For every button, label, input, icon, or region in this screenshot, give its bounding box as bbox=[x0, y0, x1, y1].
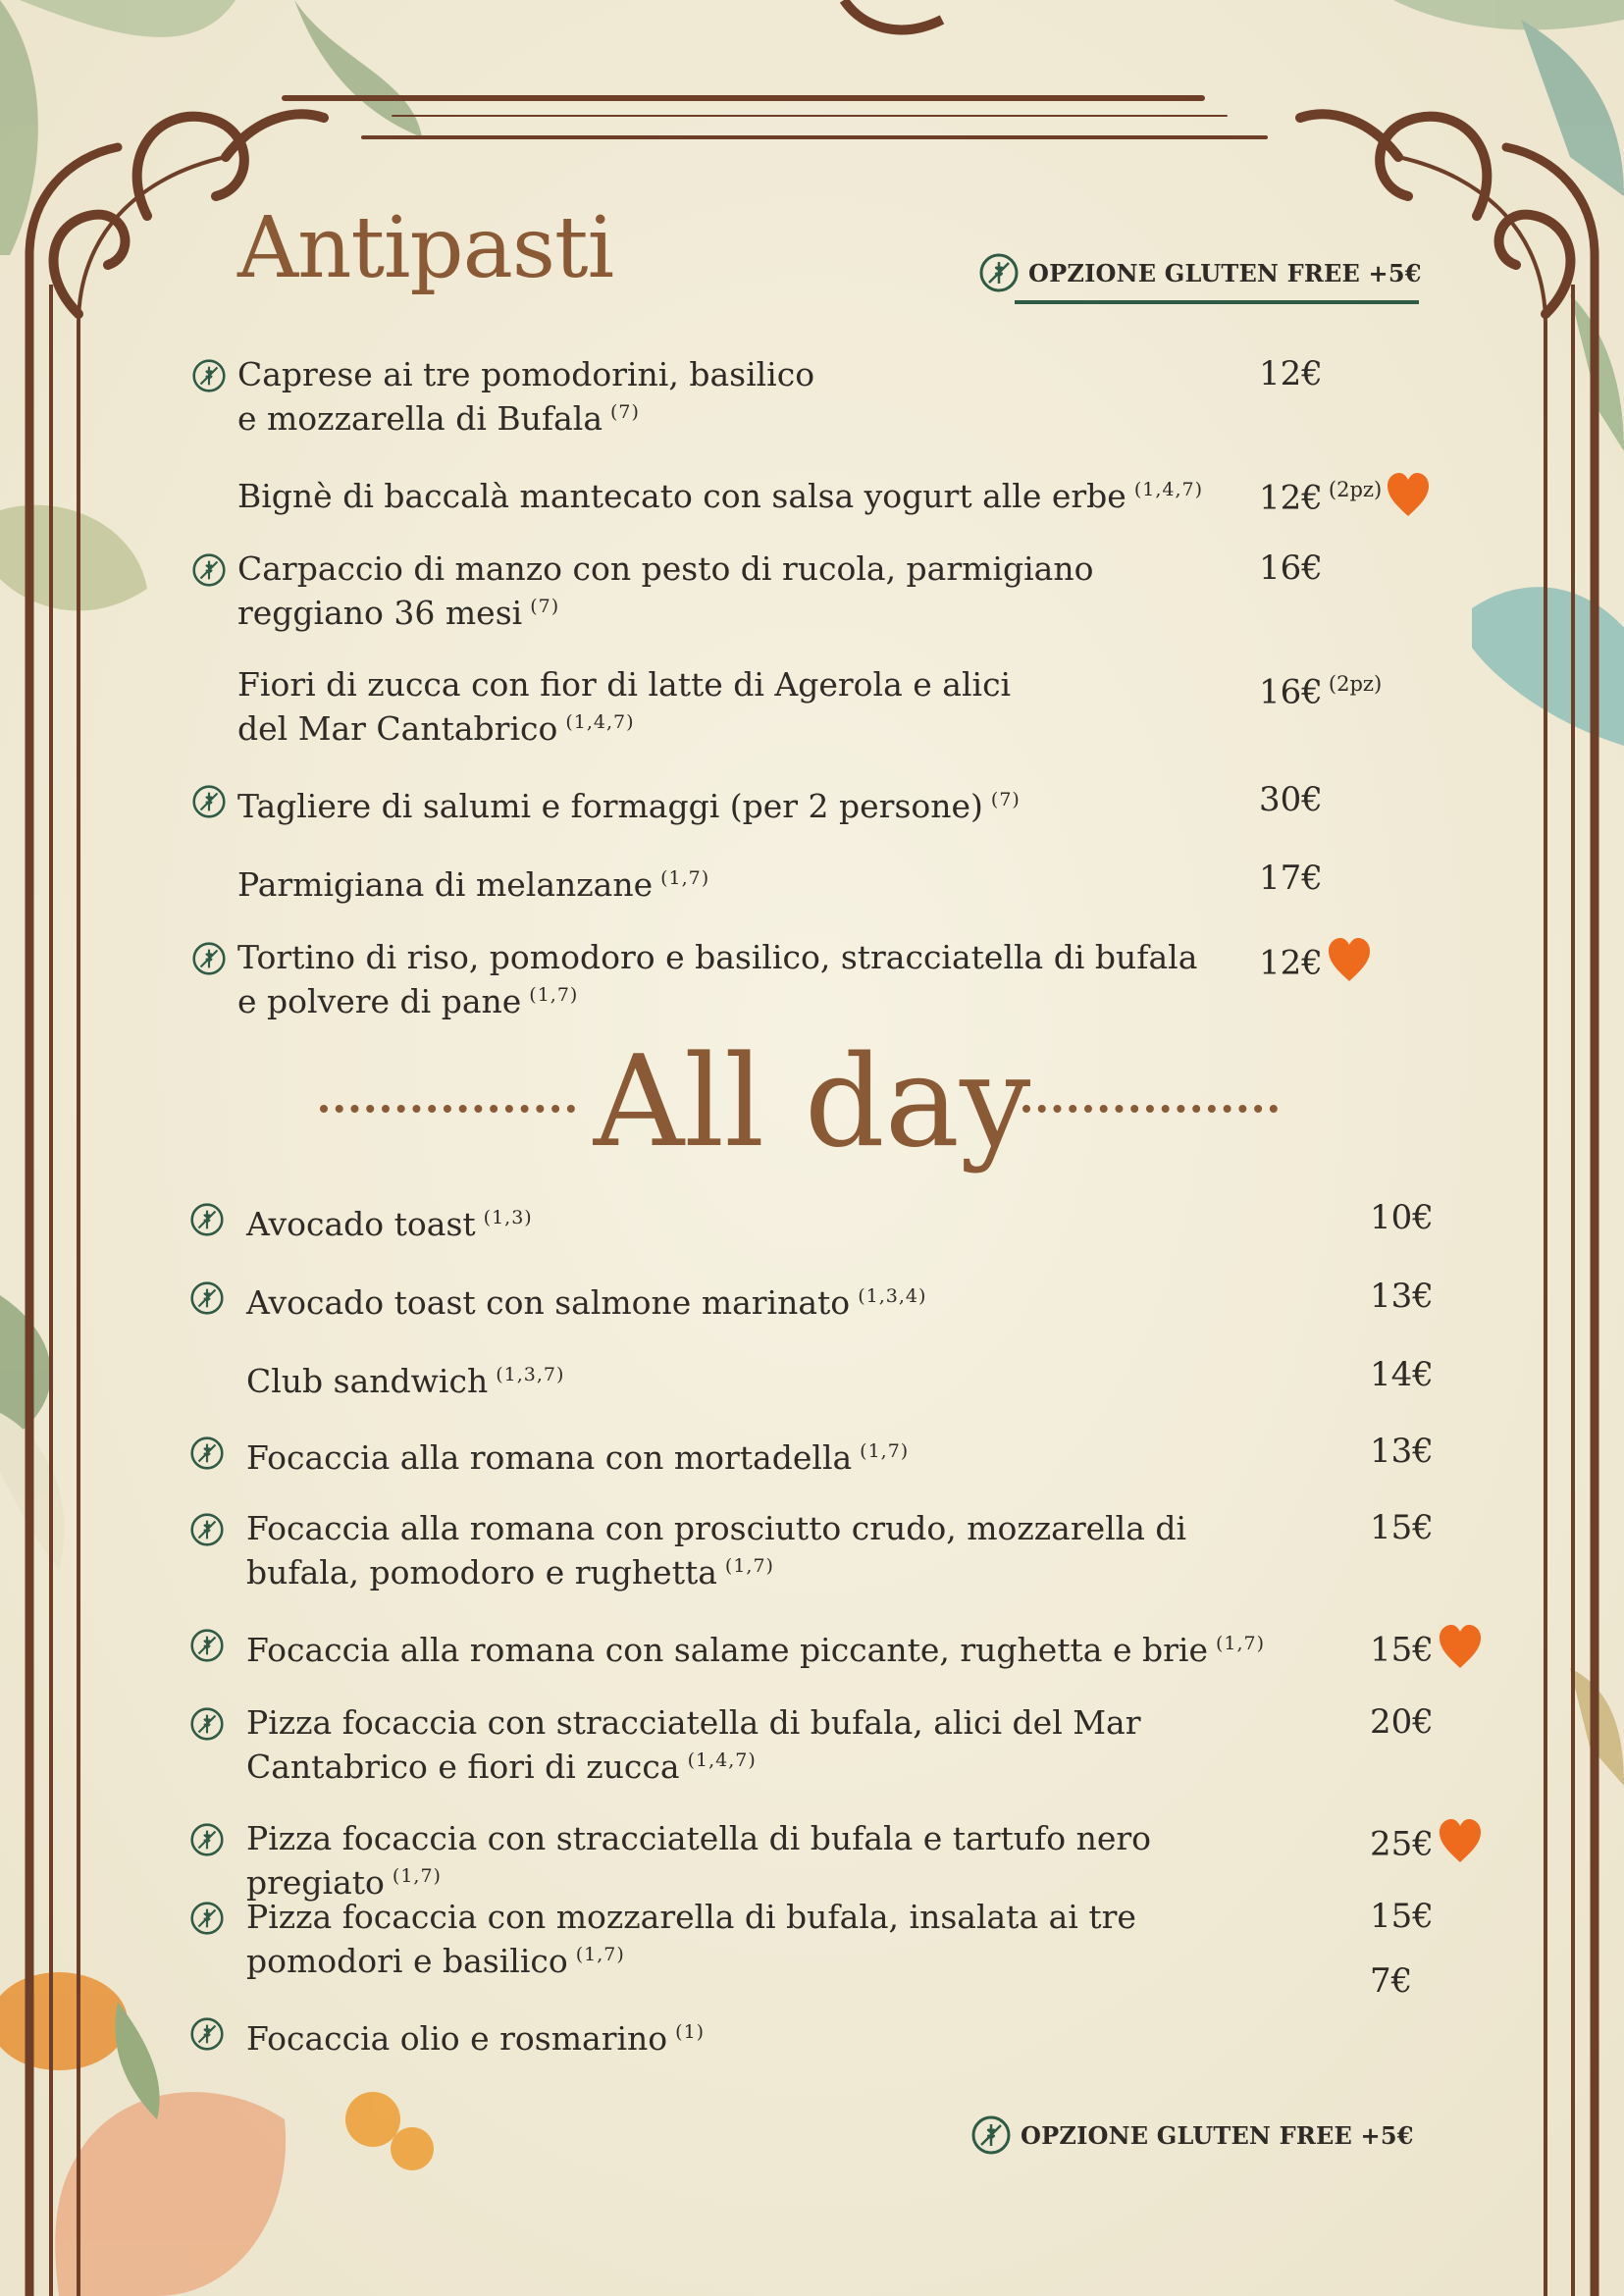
menu-item-price: 16€ bbox=[1259, 548, 1323, 588]
allergen-codes: (1,7) bbox=[860, 1440, 910, 1462]
menu-item-name bbox=[237, 665, 1238, 748]
gluten-free-icon bbox=[190, 1281, 224, 1319]
allergen-codes: (1,7) bbox=[392, 1865, 442, 1887]
gluten-free-underline bbox=[1015, 300, 1419, 304]
menu-item-title: Fiori di zucca con fior di latte di Agerola e alici del Mar Cantabrico bbox=[237, 665, 1012, 748]
gluten-free-label: OPZIONE GLUTEN FREE +5€ bbox=[1028, 258, 1422, 287]
menu-item-price: 12€ bbox=[1259, 354, 1323, 393]
allergen-codes: (1,4,7) bbox=[687, 1749, 757, 1771]
menu-item-price-group bbox=[1370, 1898, 1434, 1936]
menu-item-price-group bbox=[1370, 1962, 1412, 2001]
menu-item-price-group bbox=[1259, 860, 1323, 898]
menu-item-price-group bbox=[1259, 471, 1429, 527]
gluten-free-icon bbox=[190, 2017, 224, 2055]
menu-item-title: Tortino di riso, pomodoro e basilico, stracciatella di bufala e polvere di pane bbox=[237, 938, 1198, 1020]
menu-item-name bbox=[237, 938, 1238, 1020]
menu-item-price-group bbox=[1259, 781, 1323, 819]
menu-item-name bbox=[246, 1356, 1345, 1400]
allergen-codes: (1,3,7) bbox=[496, 1364, 565, 1385]
menu-item-price: 7€ bbox=[1370, 1961, 1413, 2001]
menu-item-price-group bbox=[1259, 355, 1323, 393]
menu-item-price: 13€ bbox=[1370, 1432, 1434, 1471]
menu-item-name bbox=[246, 1433, 1345, 1477]
menu-item-price-group bbox=[1370, 1509, 1434, 1547]
favorite-heart-icon bbox=[1388, 473, 1429, 527]
menu-item-title: Focaccia alla romana con mortadella bbox=[246, 1438, 853, 1477]
gluten-free-icon bbox=[190, 1513, 224, 1550]
allergen-codes: (1,7) bbox=[575, 1944, 625, 1965]
menu-item-name bbox=[237, 549, 1238, 632]
menu-item-price-group bbox=[1259, 665, 1382, 711]
favorite-heart-icon bbox=[1440, 1625, 1481, 1679]
menu-item-title: Tagliere di salumi e formaggi (per 2 persone) bbox=[237, 787, 983, 825]
gluten-free-icon bbox=[190, 1902, 224, 1939]
allergen-codes: (1,7) bbox=[660, 867, 710, 889]
menu-item-title: Caprese ai tre pomodorini, basilico e mozzarella di Bufala bbox=[237, 355, 815, 438]
menu-item-price: 16€ bbox=[1259, 672, 1323, 712]
allergen-codes: (1,3) bbox=[483, 1207, 533, 1228]
menu-item-title: Club sandwich bbox=[246, 1362, 489, 1400]
menu-item-price: 20€ bbox=[1370, 1702, 1434, 1742]
menu-item-title: Parmigiana di melanzane bbox=[237, 865, 654, 904]
menu-item-price-group bbox=[1370, 1625, 1481, 1679]
menu-item-title: Bignè di baccalà mantecato con salsa yogurt alle erbe bbox=[237, 477, 1126, 515]
menu-item-price-group bbox=[1370, 1356, 1434, 1394]
gluten-free-icon bbox=[192, 942, 226, 979]
menu-item-price: 30€ bbox=[1259, 780, 1323, 819]
allergen-codes: (7) bbox=[530, 596, 560, 617]
menu-item-price-group bbox=[1370, 1433, 1434, 1471]
menu-item-price: 14€ bbox=[1370, 1355, 1434, 1394]
menu-item-name bbox=[237, 860, 1238, 904]
menu-item-price-group bbox=[1370, 1819, 1481, 1873]
menu-item-price-group bbox=[1370, 1199, 1434, 1237]
menu-item-price: 12€ bbox=[1259, 478, 1323, 518]
menu-item-name bbox=[237, 471, 1238, 515]
menu-item-name bbox=[237, 781, 1238, 825]
allergen-codes: (7) bbox=[610, 401, 640, 423]
gluten-free-label: OPZIONE GLUTEN FREE +5€ bbox=[1021, 2120, 1414, 2150]
menu-item-price-group bbox=[1370, 1703, 1434, 1742]
menu-item-name bbox=[246, 1625, 1345, 1669]
menu-item-name bbox=[246, 1199, 1345, 1243]
menu-item-name bbox=[246, 1819, 1345, 1902]
allergen-codes: (1) bbox=[675, 2021, 706, 2043]
menu-item-price: 25€ bbox=[1370, 1824, 1434, 1864]
gluten-free-icon bbox=[192, 359, 226, 396]
gluten-free-icon bbox=[192, 553, 226, 591]
menu-item-price: 13€ bbox=[1370, 1277, 1434, 1316]
allergen-codes: (1,7) bbox=[724, 1555, 774, 1577]
menu-item-price: 10€ bbox=[1370, 1198, 1434, 1237]
menu-item-name bbox=[246, 1898, 1345, 1980]
portion-count: (2pz) bbox=[1328, 478, 1383, 501]
allergen-codes: (7) bbox=[990, 789, 1021, 810]
menu-item-price: 15€ bbox=[1370, 1897, 1434, 1936]
menu-item-title: Pizza focaccia con stracciatella di bufala e tartufo nero pregiato bbox=[246, 1819, 1152, 1902]
favorite-heart-icon bbox=[1329, 938, 1370, 992]
menu-item-name bbox=[246, 2013, 1345, 2058]
menu-item-price: 15€ bbox=[1370, 1508, 1434, 1547]
menu-item-title: Pizza focaccia con stracciatella di bufala, alici del Mar Cantabrico e fiori di zucca bbox=[246, 1703, 1141, 1786]
allergen-codes: (1,7) bbox=[529, 984, 579, 1006]
gluten-free-icon bbox=[971, 2115, 1011, 2155]
menu-item-title: Avocado toast bbox=[246, 1205, 476, 1243]
menu-item-title: Avocado toast con salmone marinato bbox=[246, 1283, 851, 1322]
dotted-divider-right bbox=[1022, 1105, 1278, 1113]
menu-item-title: Focaccia alla romana con salame piccante, rughetta e brie bbox=[246, 1631, 1208, 1669]
allergen-codes: (1,4,7) bbox=[565, 711, 635, 733]
section-title-all-day: All day bbox=[593, 1029, 1031, 1175]
menu-item-price: 17€ bbox=[1259, 859, 1323, 898]
menu-item-price-group bbox=[1259, 938, 1370, 992]
menu-item-price: 12€ bbox=[1259, 943, 1323, 983]
allergen-codes: (1,7) bbox=[1215, 1633, 1266, 1654]
menu-item-name bbox=[246, 1703, 1345, 1786]
gluten-free-icon bbox=[190, 1203, 224, 1240]
gluten-free-icon bbox=[190, 1436, 224, 1474]
menu-item-title: Focaccia olio e rosmarino bbox=[246, 2019, 668, 2058]
gluten-free-icon bbox=[190, 1629, 224, 1666]
gluten-free-badge-top bbox=[979, 253, 1422, 292]
allergen-codes: (1,3,4) bbox=[858, 1285, 927, 1307]
gluten-free-icon bbox=[192, 785, 226, 822]
menu-item-price-group bbox=[1259, 549, 1323, 588]
gluten-free-badge-bottom bbox=[971, 2115, 1414, 2155]
menu-item-name bbox=[246, 1278, 1345, 1322]
menu-item-title: Pizza focaccia con mozzarella di bufala, insalata ai tre pomodori e basilico bbox=[246, 1898, 1136, 1980]
gluten-free-icon bbox=[190, 1707, 224, 1745]
menu-item-name bbox=[246, 1509, 1345, 1592]
menu-item-title: Carpaccio di manzo con pesto di rucola, parmigiano reggiano 36 mesi bbox=[237, 549, 1094, 632]
menu-item-price-group bbox=[1370, 1278, 1434, 1316]
favorite-heart-icon bbox=[1440, 1819, 1481, 1873]
menu-item-name bbox=[237, 355, 1238, 438]
portion-count: (2pz) bbox=[1328, 672, 1383, 696]
menu-item-title: Focaccia alla romana con prosciutto crudo, mozzarella di bufala, pomodoro e rughetta bbox=[246, 1509, 1187, 1592]
allergen-codes: (1,4,7) bbox=[1133, 479, 1204, 500]
section-title-antipasti: Antipasti bbox=[237, 199, 614, 297]
gluten-free-icon bbox=[979, 253, 1019, 292]
menu-item-price: 15€ bbox=[1370, 1630, 1434, 1670]
gluten-free-icon bbox=[190, 1823, 224, 1860]
